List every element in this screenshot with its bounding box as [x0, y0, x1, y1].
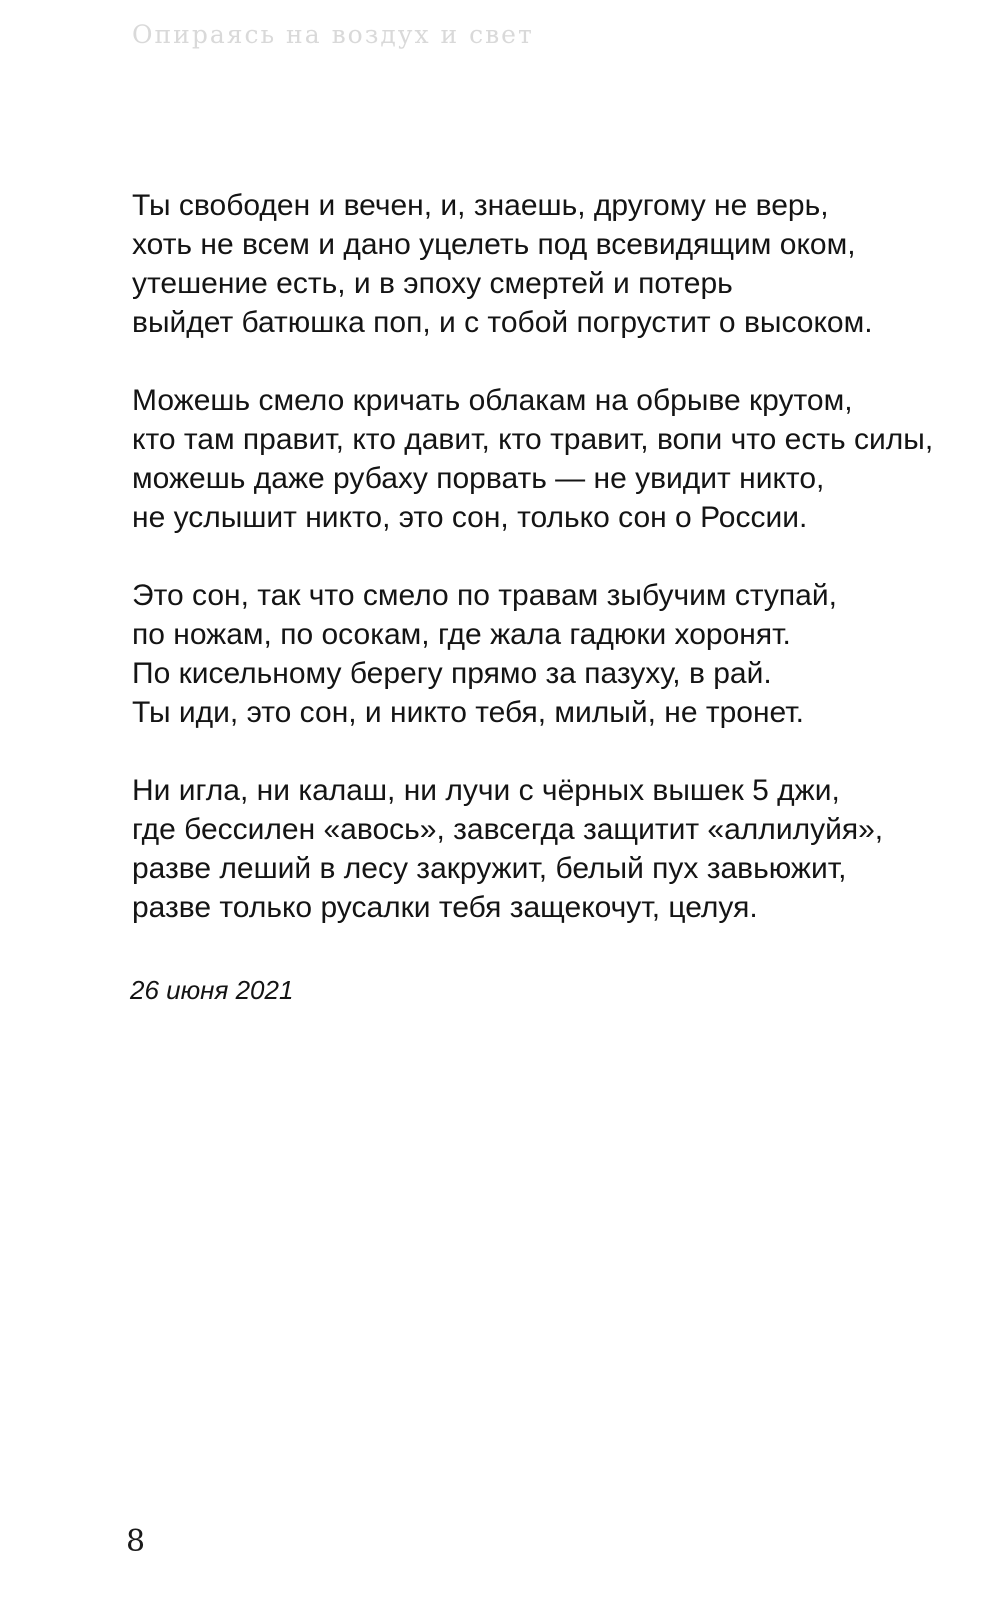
poem-line: хоть не всем и дано уцелеть под всевидящим оком,	[132, 228, 856, 261]
poem-line: выйдет батюшка поп, и с тобой погрустит о высоком.	[132, 306, 873, 339]
poem-line: разве только русалки тебя защекочут, целуя.	[132, 891, 758, 924]
stanza-4	[132, 771, 972, 927]
poem-line: Ты свободен и вечен, и, знаешь, другому не верь,	[132, 189, 829, 222]
poem-line: утешение есть, и в эпоху смертей и потерь	[132, 267, 733, 300]
poem-line: Можешь смело кричать облакам на обрыве крутом,	[132, 384, 853, 417]
poem-line: где бессилен «авось», завсегда защитит «аллилуйя»,	[132, 813, 884, 846]
page-number: 8	[126, 1524, 146, 1559]
stanza-3	[132, 576, 972, 732]
stanza-1	[132, 186, 972, 342]
poem	[132, 186, 972, 966]
poem-line: разве леший в лесу закружит, белый пух завьюжит,	[132, 852, 847, 885]
poem-line: Ты иди, это сон, и никто тебя, милый, не тронет.	[132, 696, 804, 729]
poem-line: кто там правит, кто давит, кто травит, вопи что есть силы,	[132, 423, 934, 456]
poem-date: 26 июня 2021	[130, 975, 294, 1005]
poem-line: По кисельному берегу прямо за пазуху, в рай.	[132, 657, 772, 690]
poem-line: Ни игла, ни калаш, ни лучи с чёрных вышек 5 джи,	[132, 774, 840, 807]
running-header: Опираясь на воздух и свет	[132, 20, 534, 49]
poem-line: не услышит никто, это сон, только сон о России.	[132, 501, 808, 534]
stanza-2	[132, 381, 972, 537]
poem-line: по ножам, по осокам, где жала гадюки хоронят.	[132, 618, 791, 651]
poem-line: Это сон, так что смело по травам зыбучим ступай,	[132, 579, 837, 612]
poem-line: можешь даже рубаху порвать — не увидит никто,	[132, 462, 825, 495]
